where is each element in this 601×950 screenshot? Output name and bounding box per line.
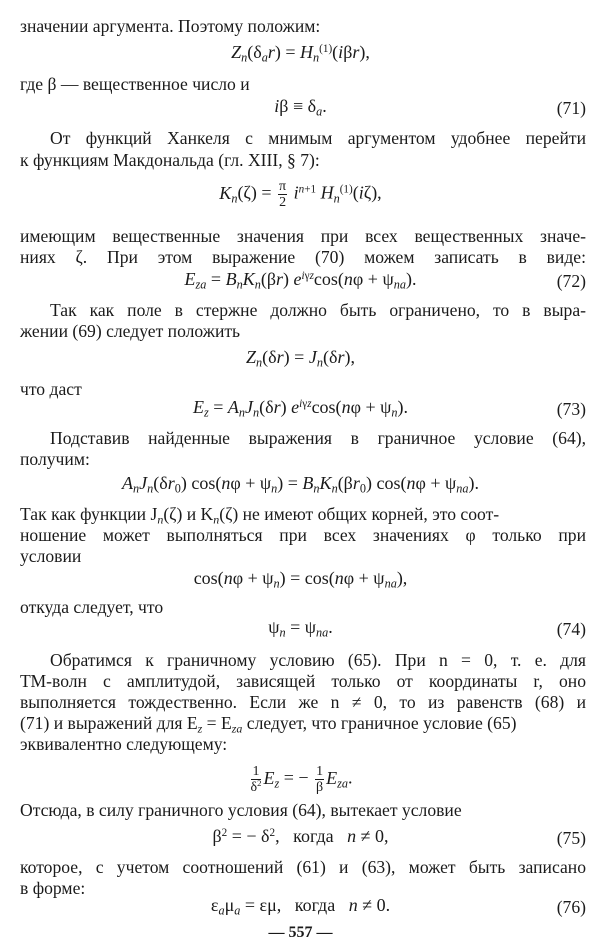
equation-number: (75) [556, 828, 586, 848]
text-line: Подставив найденные выражения в граничное условие (64), [50, 428, 586, 448]
equation-number: (76) [556, 897, 586, 917]
text-line: имеющим вещественные значения при всех вещественных значе- [20, 226, 586, 246]
formula-macdonald: $K_n(\zeta)$ = $\frac{\pi}{2}$ $i^{n+1}$ $H_n^{(1)}(i\zeta)$, [219, 179, 382, 210]
text-line: эквивалентно следующему: [20, 734, 228, 754]
text-line: Так как поле в стержне должно быть ограничено, то в выра- [50, 300, 586, 320]
text-line: жении (69) следует положить [20, 321, 241, 341]
text-line: в форме: [20, 878, 86, 898]
formula-ib-delta: $i\beta \equiv \delta_a$. [274, 96, 327, 119]
formula-eza: $E_{za} = B_nK_n(\beta r) e^{i\gamma z}\cos(n\varphi + \psi_{na})$. [184, 269, 417, 292]
text-line: где β — вещественное число и [20, 74, 250, 94]
text-line: откуда следует, что [20, 597, 164, 617]
formula-boundary-64: $A_nJ_n(\delta r_0) \cos(n\varphi + \psi_n) = B_nK_n(\beta r_0) \cos(n\varphi + \psi_{na})$. [121, 473, 480, 496]
text-line: которое, с учетом соотношений (61) и (63), может быть записано [20, 857, 586, 877]
formula-cos-equal: $\cos(n\varphi + \psi_n) = \cos(n\varphi + \psi_{na})$, [193, 568, 408, 591]
equation-number: (73) [556, 399, 586, 419]
text-line: (71) и выражений для $E_z = E_{za}$ следует, что граничное условие (65) [20, 713, 517, 736]
formula-ez: $E_z = A_nJ_n(\delta r) e^{i\gamma z}\cos(n\varphi + \psi_n)$. [193, 397, 408, 420]
formula-equivalent: $\frac{1}{\delta^2}$ $E_z$ = − $\frac{1}{\beta}$ $E_{za}$. [250, 764, 353, 795]
text-line: к функциям Макдональда (гл. XIII, § 7): [20, 150, 320, 170]
formula-beta-delta: $\beta^2$ = − $\delta^2$, когда n ≠ 0, [212, 826, 389, 846]
equation-number: (74) [556, 619, 586, 639]
page-number: — 557 — [268, 924, 333, 941]
formula-zn-bessel: $Z_n(\delta r) = J_n(\delta r)$, [246, 347, 355, 370]
formula-zn-hankel: $Z_n(\delta_ar) = H_n^{(1)}(i\beta r)$, [231, 42, 370, 65]
text-line: значении аргумента. Поэтому положим: [20, 16, 321, 36]
equation-number: (72) [556, 271, 586, 291]
text-line: От функций Ханкеля с мнимым аргументом удобнее перейти [50, 128, 586, 148]
formula-eps-mu: $\varepsilon_a\mu_a = \varepsilon\mu$, когда n ≠ 0. [210, 895, 391, 918]
text-line: условии [20, 546, 82, 566]
text-line: ТМ-волн с амплитудой, зависящей только от координаты r, оно [20, 671, 586, 691]
text-line: ношение может выполняться при всех значениях φ только при [20, 525, 586, 545]
text-line: Обратимся к граничному условию (65). При n = 0, т. е. для [50, 650, 586, 670]
text-line: Так как функции $J_n(\zeta)$ и $K_n(\zeta)$ не имеют общих корней, это соот- [20, 504, 500, 527]
text-line: что даст [20, 379, 82, 399]
text-line: Отсюда, в силу граничного условия (64), вытекает условие [20, 800, 462, 820]
equation-number: (71) [556, 98, 586, 118]
text-line: получим: [20, 449, 90, 469]
text-line: выполняется тождественно. Если же n ≠ 0, то из равенств (68) и [20, 692, 586, 712]
formula-psi-equal: $\psi_n = \psi_{na}$. [268, 617, 333, 640]
text-line: ниях ζ. При этом выражение (70) можем записать в виде: [20, 247, 586, 267]
